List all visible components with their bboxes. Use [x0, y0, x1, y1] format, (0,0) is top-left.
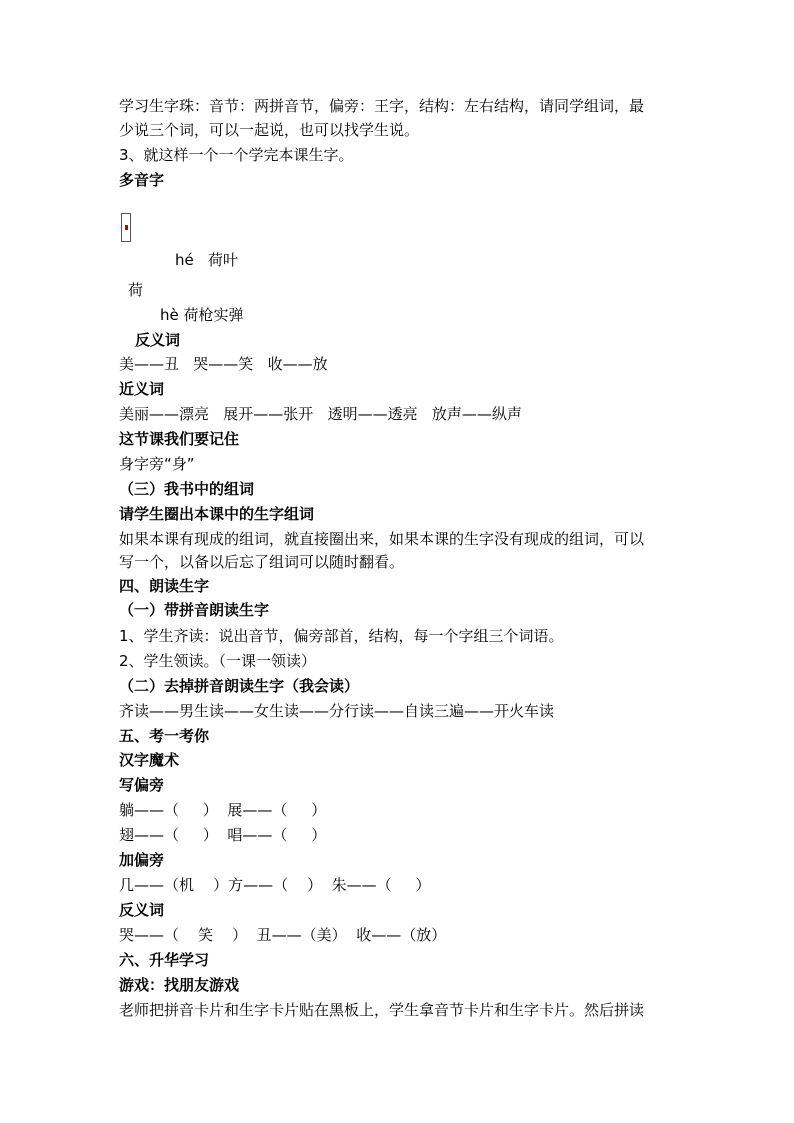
- text-line: 学习生字珠：音节：两拼音节，偏旁：王字，结构：左右结构，请同学组词，最: [119, 97, 645, 115]
- exercise-line: 几——（机 ）方——（ ） 朱——（ ）: [119, 876, 431, 894]
- heading-write-radical: 写偏旁: [119, 776, 165, 794]
- heading-antonyms: 反义词: [135, 331, 181, 349]
- exercise-line: 翅——（ ） 唱——（ ）: [119, 826, 327, 844]
- heading-remember: 这节课我们要记住: [119, 430, 240, 448]
- text-line: 如果本课有现成的组词，就直接圈出来，如果本课的生字没有现成的组词，可以: [119, 530, 645, 548]
- heading-antonyms-2: 反义词: [119, 901, 165, 919]
- pinyin-he4: hè 荷枪实弹: [160, 306, 244, 324]
- exercise-line: 哭——（ 笑 ） 丑——（美） 收——（放）: [119, 926, 447, 944]
- pinyin-he2: hé 荷叶: [175, 251, 239, 269]
- text-line: 美丽——漂亮 展开——张开 透明——透亮 放声——纵声: [119, 405, 522, 423]
- heading-magic: 汉字魔术: [119, 751, 180, 769]
- broken-image-icon: [121, 213, 131, 242]
- exercise-line: 躺——（ ） 展——（ ）: [119, 801, 327, 819]
- heading-sub-1: （一）带拼音朗读生字: [119, 601, 270, 619]
- text-line: 1、学生齐读：说出音节，偏旁部首，结构，每一个字组三个词语。: [119, 627, 564, 645]
- heading-section-five: 五、考一考你: [119, 727, 210, 745]
- text-line: 身字旁“身”: [119, 455, 195, 473]
- heading-section-3: （三）我书中的组词: [119, 480, 255, 498]
- heading-circle: 请学生圈出本课中的生字组词: [119, 505, 315, 523]
- heading-section-six: 六、升华学习: [119, 951, 210, 969]
- heading-polyphone: 多音字: [119, 171, 165, 189]
- text-line: 齐读——男生读——女生读——分行读——自读三遍——开火车读: [119, 702, 555, 720]
- text-line: 美——丑 哭——笑 收——放: [119, 355, 328, 373]
- heading-synonyms: 近义词: [119, 380, 165, 398]
- text-line: 老师把拼音卡片和生字卡片贴在黑板上，学生拿音节卡片和生字卡片。然后拼读: [119, 1001, 645, 1019]
- heading-section-four: 四、朗读生字: [119, 577, 210, 595]
- heading-add-radical: 加偏旁: [119, 851, 165, 869]
- text-line: 写一个，以备以后忘了组词可以随时翻看。: [119, 553, 405, 571]
- text-line: 2、学生领读。（一课一领读）: [119, 652, 317, 670]
- text-line: 3、就这样一个一个学完本课生字。: [119, 146, 354, 164]
- char-he: 荷: [128, 281, 144, 299]
- heading-game: 游戏：找朋友游戏: [119, 976, 240, 994]
- text-line: 少说三个词，可以一起说，也可以找学生说。: [119, 121, 420, 139]
- heading-sub-2: （二）去掉拼音朗读生字（我会读）: [119, 677, 360, 695]
